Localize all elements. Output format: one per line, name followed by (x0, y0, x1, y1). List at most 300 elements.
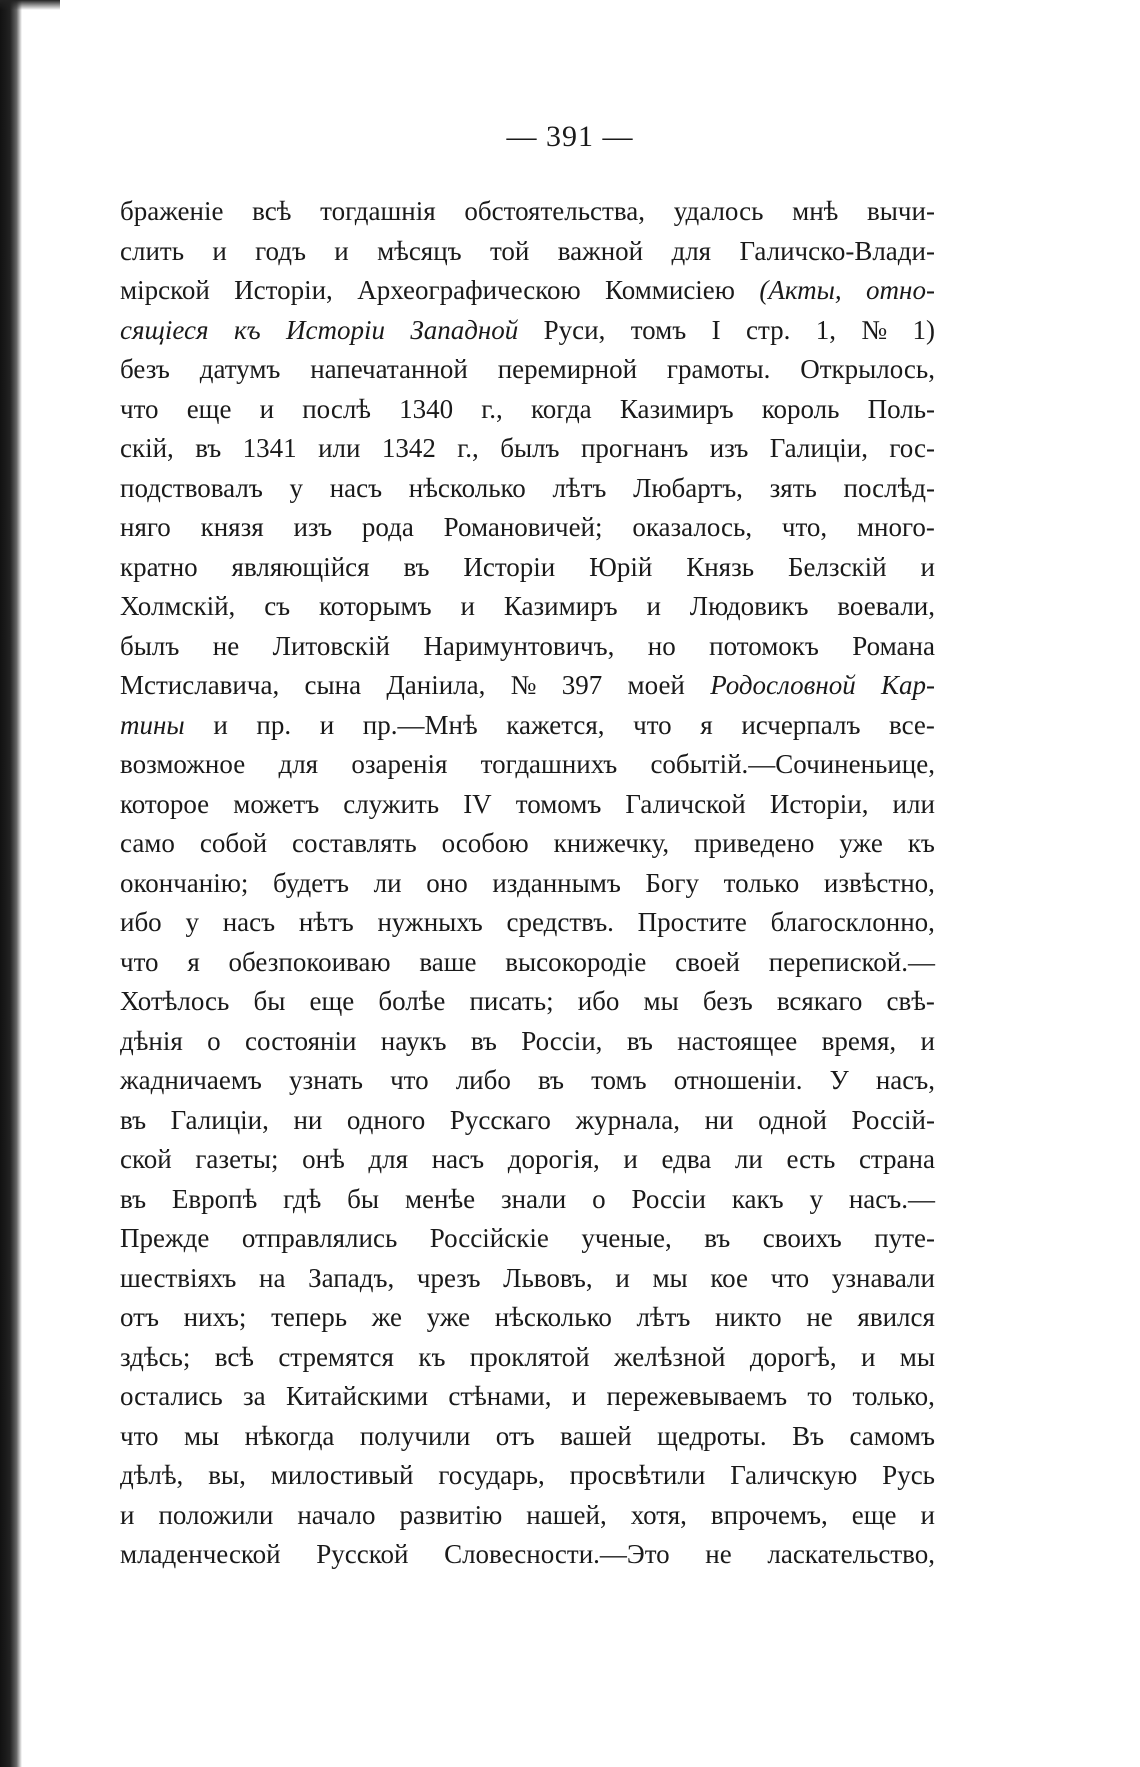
word: нѣкогда (244, 1420, 335, 1451)
word: дѣлѣ, (120, 1460, 184, 1490)
word: Наримунтовичъ, (423, 630, 615, 661)
word: гос- (889, 433, 935, 463)
word: я (700, 709, 713, 740)
word: мнѣ (792, 196, 839, 226)
word: нашей, (526, 1499, 607, 1530)
word: князя (200, 512, 264, 542)
word: много- (856, 512, 935, 542)
word: извѣстно, (823, 867, 935, 898)
word: знали (500, 1183, 567, 1214)
word: 1340 (399, 393, 454, 424)
word: младенческой (120, 1539, 281, 1569)
word: Родословной (710, 670, 856, 700)
word: приведено (694, 828, 815, 858)
word: милостивый (270, 1460, 414, 1490)
word: сына (304, 670, 362, 700)
word: что (390, 1065, 429, 1095)
word: Русской (316, 1539, 409, 1569)
word: Западной (410, 314, 519, 345)
word: Галичской (625, 788, 746, 819)
word: изъ (709, 433, 749, 463)
word: проклятой (469, 1341, 590, 1372)
text-line (120, 1140, 935, 1180)
word: Романа (852, 630, 935, 661)
word: стремятся (278, 1341, 394, 1372)
text-line (120, 508, 935, 548)
word: ской (120, 1144, 172, 1174)
word: Россіи, (521, 1025, 603, 1056)
word: Русь (882, 1460, 935, 1490)
word: событій.—Сочиненьице, (650, 749, 935, 779)
word: къ (418, 1341, 446, 1372)
word: изданнымъ (492, 867, 621, 898)
word: Исторіи, (234, 275, 333, 305)
word: получили (359, 1420, 471, 1451)
word: насъ.— (848, 1183, 935, 1214)
word: ни (293, 1104, 323, 1135)
word: отношеніи. (673, 1065, 803, 1095)
word: и (920, 1025, 935, 1056)
word: не (212, 630, 240, 661)
word: только (723, 867, 800, 898)
word: возможное (120, 749, 246, 779)
word: и (319, 709, 335, 740)
word: никто (715, 1302, 782, 1332)
text-line (120, 1219, 935, 1259)
word: менѣе (404, 1183, 476, 1214)
word: насъ (431, 1144, 485, 1174)
word: явился (857, 1302, 935, 1332)
word: тогдашнихъ (480, 749, 618, 779)
word: Белзскій (787, 551, 887, 582)
word: Простите (637, 907, 747, 937)
word: Кар- (881, 670, 935, 700)
word: 1, (815, 314, 836, 345)
word: и (646, 591, 661, 621)
word: я (187, 946, 200, 977)
word: Руси, (543, 314, 606, 345)
text-line (120, 1535, 935, 1575)
word: дорогія, (507, 1144, 600, 1174)
word: въ (120, 1104, 147, 1135)
word: писать; (469, 986, 554, 1016)
word: едва (661, 1144, 712, 1174)
word: положили (158, 1499, 274, 1530)
text-line (120, 1377, 935, 1417)
word: книжечку, (553, 828, 670, 858)
word: Галичскую (730, 1460, 858, 1490)
text-line (120, 271, 935, 311)
word: былъ (120, 630, 180, 661)
word: Коммисіею (605, 275, 735, 305)
word: оно (426, 867, 468, 898)
word: король (761, 393, 840, 424)
word: можетъ (233, 788, 320, 819)
word: нихъ; (183, 1302, 247, 1332)
text-line (120, 745, 935, 785)
word: удалось (673, 196, 764, 226)
text-line (120, 1338, 935, 1378)
word: и (259, 393, 275, 424)
word: бы (347, 1183, 380, 1214)
word: только, (852, 1381, 935, 1411)
word: отправлялись (241, 1223, 398, 1253)
text-line (120, 1061, 935, 1101)
word: государь, (438, 1460, 545, 1490)
word: томъ (630, 314, 687, 345)
text-line (120, 311, 935, 351)
text-line (120, 232, 935, 272)
text-line (120, 982, 935, 1022)
word: и (212, 235, 227, 266)
word: пережевываемъ (606, 1381, 788, 1411)
word: Любартъ, (633, 472, 743, 503)
word: насъ, (875, 1065, 935, 1095)
word: послѣд- (843, 472, 935, 503)
word: озаренія (351, 749, 448, 779)
word: годъ (255, 235, 306, 266)
text-line (120, 548, 935, 588)
word: скій, (120, 433, 174, 463)
word: мірской (120, 275, 210, 305)
word: и (334, 235, 349, 266)
word: или (318, 433, 361, 463)
word: и (213, 709, 228, 740)
word: безъ (702, 986, 753, 1016)
word: путе- (874, 1223, 935, 1253)
word: и (615, 1262, 630, 1293)
word: своихъ (762, 1223, 842, 1253)
word: мы (183, 1420, 220, 1451)
word: насъ (329, 472, 383, 503)
word: здѣсь; (120, 1341, 191, 1372)
word: всякаго (776, 986, 863, 1016)
word: для (278, 749, 319, 779)
word: Прежде (120, 1223, 210, 1253)
word: ни (704, 1104, 734, 1135)
word: № (510, 670, 537, 700)
word: мы (643, 986, 679, 1016)
word: Галичско-Влади- (739, 235, 935, 266)
word: той (489, 235, 530, 266)
word: грамоты. (666, 354, 771, 384)
word: о (207, 1025, 221, 1056)
word: въ (626, 1025, 653, 1056)
text-line (120, 390, 935, 430)
word: все- (889, 709, 935, 740)
word: Галиціи, (170, 1104, 269, 1135)
word: былъ (500, 433, 560, 463)
word: будетъ (273, 867, 350, 898)
word: 397 (561, 670, 603, 700)
word: настоящее (677, 1025, 798, 1056)
word: то (807, 1381, 833, 1411)
word: лѣтъ (552, 472, 607, 503)
word: само (120, 828, 175, 858)
text-line (120, 1101, 935, 1141)
word: Львовъ, (503, 1262, 593, 1293)
word: въ (195, 433, 222, 463)
word: дѣнія (120, 1025, 183, 1056)
word: что, (781, 512, 828, 542)
word: что (120, 946, 159, 977)
text-line (120, 903, 935, 943)
word: отно- (866, 275, 935, 305)
word: или (892, 788, 935, 819)
word: газеты; (195, 1144, 279, 1174)
word: онѣ (302, 1144, 345, 1174)
word: одного (346, 1104, 426, 1135)
word: кое (710, 1262, 748, 1293)
word: чрезъ (416, 1262, 481, 1293)
word: у (289, 472, 303, 503)
word: которое (120, 788, 210, 819)
word: состояніи (245, 1025, 357, 1056)
word: Исторіи (286, 314, 385, 345)
text-line (120, 469, 935, 509)
word: Мстиславича, (120, 670, 280, 700)
word: въ (470, 1025, 497, 1056)
word: составлять (292, 828, 417, 858)
word: лѣтъ (636, 1302, 691, 1332)
word: мѣсяцъ (377, 235, 462, 266)
word: Казимиръ (619, 393, 734, 424)
word: Холмскій, (120, 591, 236, 621)
text-line (120, 350, 935, 390)
word: кратно (120, 551, 198, 582)
word: браженіе (120, 196, 224, 226)
word: къ (233, 314, 261, 345)
word: Людовикъ (689, 591, 809, 621)
word: потомокъ (709, 630, 819, 661)
word: Князь (686, 551, 755, 582)
word: г., (481, 393, 503, 424)
word: не (806, 1302, 833, 1332)
word: вашей (560, 1420, 632, 1451)
word: жадничаемъ (120, 1065, 262, 1095)
word: за (243, 1381, 266, 1411)
word: самомъ (849, 1420, 935, 1451)
word: Россіи (631, 1183, 706, 1214)
word: дорогѣ, (749, 1341, 837, 1372)
word: томомъ (515, 788, 602, 819)
text-line (120, 864, 935, 904)
text-line (120, 192, 935, 232)
word: бы (253, 986, 286, 1016)
word: что (120, 1420, 159, 1451)
text-line (120, 1022, 935, 1062)
word: мы (899, 1341, 935, 1372)
word: нѣсколько (494, 1302, 612, 1332)
word: Богу (645, 867, 699, 898)
word: тогдашнія (320, 196, 436, 226)
word: зять (769, 472, 817, 503)
word: 1341 (242, 433, 297, 463)
word: ибо (120, 907, 162, 937)
word: къ (907, 828, 935, 858)
word: свѣ- (886, 986, 935, 1016)
word: Казимиръ (503, 591, 618, 621)
word: Европѣ (171, 1183, 258, 1214)
word: просвѣтили (569, 1460, 706, 1490)
word: впрочемъ, (710, 1499, 828, 1530)
word: благосклонно, (770, 907, 935, 937)
word: томъ (591, 1065, 647, 1095)
word: г., (457, 433, 479, 463)
scan-edge-top (0, 0, 60, 10)
word: есть (786, 1144, 836, 1174)
word: У (829, 1065, 849, 1095)
word: тины (120, 709, 185, 740)
word: гдѣ (283, 1183, 322, 1214)
word: что (770, 1262, 810, 1293)
word: желѣзной (614, 1341, 726, 1372)
text-line (120, 666, 935, 706)
word: и (920, 1499, 935, 1530)
word: узнавали (831, 1262, 935, 1293)
word: моей (627, 670, 685, 700)
word: въ (537, 1065, 565, 1095)
word: вы, (208, 1460, 246, 1490)
word: что (633, 709, 672, 740)
text-line (120, 1298, 935, 1338)
word: въ (704, 1223, 731, 1253)
word: важной (557, 235, 644, 266)
word: прогнанъ (580, 433, 689, 463)
word: Исторіи, (769, 788, 869, 819)
word: безъ (120, 354, 170, 384)
word: стр. (745, 314, 791, 345)
word: въ (403, 551, 430, 582)
word: остались (120, 1381, 223, 1411)
word: Исторіи (463, 551, 556, 582)
text-line (120, 706, 935, 746)
word: Русскаго (449, 1104, 551, 1135)
word: оказалось, (632, 512, 753, 542)
word: 1) (912, 314, 935, 345)
word: IV (463, 788, 492, 819)
word: когда (530, 393, 592, 424)
word: слить (120, 235, 185, 266)
word: пр.—Мнѣ (362, 709, 478, 740)
text-line (120, 1496, 935, 1536)
word: являющійся (231, 551, 370, 582)
word: собой (199, 828, 268, 858)
word: сящіеся (120, 314, 209, 345)
word: которымъ (319, 591, 432, 621)
text-line (120, 1180, 935, 1220)
word: что (120, 393, 159, 424)
word: развитію (399, 1499, 503, 1530)
word: насъ (222, 907, 276, 937)
word: уже (839, 828, 883, 858)
word: особою (441, 828, 529, 858)
word: Поль- (867, 393, 935, 424)
text-line (120, 824, 935, 864)
word: шествіяхъ (120, 1262, 237, 1293)
word: воевали, (837, 591, 935, 621)
word: и (120, 1499, 135, 1530)
word: средствъ. (506, 907, 614, 937)
word: Юрій (589, 551, 653, 582)
word: вычи- (867, 196, 935, 226)
word: всѣ (214, 1341, 254, 1372)
word: на (259, 1262, 286, 1293)
word: ласкательство, (767, 1539, 935, 1569)
word: нужныхъ (377, 907, 483, 937)
word: какъ (731, 1183, 784, 1214)
word: ваше (419, 946, 477, 977)
word: еще (186, 393, 232, 424)
word: 1342 (381, 433, 436, 463)
word: съ (264, 591, 291, 621)
word: и (571, 1381, 587, 1411)
word: у (809, 1183, 823, 1214)
word: окончанію; (120, 867, 249, 898)
scan-edge-left (0, 0, 22, 1767)
word: Литовскій (272, 630, 390, 661)
text-line (120, 627, 935, 667)
text-line (120, 429, 935, 469)
word: не (705, 1539, 732, 1569)
word: Открылось, (800, 354, 935, 384)
word: Хотѣлось (120, 986, 230, 1016)
text-line (120, 1456, 935, 1496)
body-text (120, 192, 935, 1575)
word: послѣ (302, 393, 371, 424)
word: либо (455, 1065, 511, 1095)
word: уже (426, 1302, 471, 1332)
word: ли (734, 1144, 763, 1174)
word: начало (297, 1499, 376, 1530)
word: Романовичей; (443, 512, 603, 542)
word: же (371, 1302, 403, 1332)
word: обезпокоиваю (228, 946, 391, 977)
word: Китайскими (285, 1381, 429, 1411)
word: нѣсколько (408, 472, 526, 503)
word: у (185, 907, 199, 937)
word: Галиціи, (769, 433, 868, 463)
word: одной (758, 1104, 827, 1135)
text-line (120, 943, 935, 983)
word: Россій- (851, 1104, 935, 1135)
word: наукъ (380, 1025, 447, 1056)
word: № (861, 314, 888, 345)
word: Западъ, (308, 1262, 395, 1293)
text-line (120, 1259, 935, 1299)
word: няго (120, 512, 171, 542)
word: и (460, 591, 475, 621)
word: теперь (271, 1302, 348, 1332)
word: (Акты, (759, 275, 842, 305)
text-line (120, 1417, 935, 1457)
word: Археографическою (357, 275, 581, 305)
word: напечатанной (310, 354, 468, 384)
word: датумъ (199, 354, 281, 384)
word: отъ (120, 1302, 159, 1332)
word: и (860, 1341, 876, 1372)
word: журнала, (575, 1104, 681, 1135)
word: ибо (577, 986, 620, 1016)
word: кажется, (506, 709, 605, 740)
word: для (368, 1144, 409, 1174)
word: высокородіе (505, 946, 647, 977)
word: Даніила, (386, 670, 486, 700)
word: о (592, 1183, 606, 1214)
word: исчерпалъ (741, 709, 861, 740)
word: еще (851, 1499, 897, 1530)
word: щедроты. (657, 1420, 767, 1451)
